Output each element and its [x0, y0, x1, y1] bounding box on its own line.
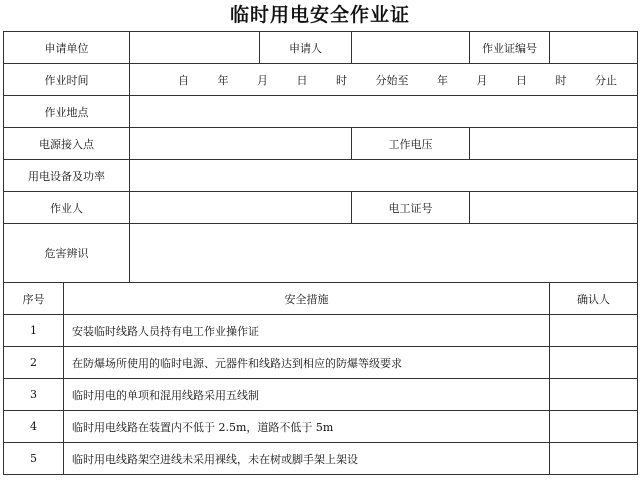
- table-row: [4, 315, 638, 347]
- applicant-label: 申请人: [260, 32, 352, 64]
- power-access-field[interactable]: [130, 128, 352, 160]
- header-no: 序号: [4, 283, 64, 315]
- form-title: 临时用电安全作业证: [229, 4, 410, 26]
- table-row: [4, 411, 638, 443]
- time-part-hour-end: 时: [555, 73, 567, 87]
- worker-field[interactable]: [130, 192, 352, 224]
- row-equipment: [4, 160, 638, 192]
- power-access-label: 电源接入点: [4, 128, 130, 160]
- applicant-unit-label: 申请单位: [4, 32, 130, 64]
- measure-no: 4: [4, 411, 64, 443]
- row-location: [4, 96, 638, 128]
- table-row: [4, 379, 638, 411]
- measure-no: 1: [4, 315, 64, 347]
- row-power-access: [4, 128, 638, 160]
- time-part-minute-end: 分止: [595, 73, 617, 87]
- measure-text: 在防爆场所使用的临时电源、元器件和线路达到相应的防爆等级要求: [64, 347, 550, 379]
- confirmer-field[interactable]: [550, 315, 638, 347]
- measure-no: 2: [4, 347, 64, 379]
- electrician-cert-label: 电工证号: [352, 192, 470, 224]
- permit-form-table: [3, 31, 638, 475]
- table-row: [4, 443, 638, 475]
- work-time-field[interactable]: [130, 64, 638, 96]
- work-location-label: 作业地点: [4, 96, 130, 128]
- time-part-hour: 时: [336, 73, 347, 87]
- electrician-cert-field[interactable]: [470, 192, 638, 224]
- time-part-from: 自: [178, 73, 189, 87]
- row-hazard: [4, 224, 638, 283]
- applicant-unit-field[interactable]: [130, 32, 260, 64]
- equipment-power-field[interactable]: [130, 160, 638, 192]
- confirmer-field[interactable]: [550, 379, 638, 411]
- time-part-minute-start-to: 分始至: [375, 73, 409, 87]
- measure-text: 临时用电的单项和混用线路采用五线制: [64, 379, 550, 411]
- time-part-year-end: 年: [437, 73, 448, 87]
- header-confirmer: 确认人: [550, 283, 638, 315]
- header-measure: 安全措施: [64, 283, 550, 315]
- measure-text: 安装临时线路人员持有电工作业操作证: [64, 315, 550, 347]
- time-part-month: 月: [257, 73, 268, 87]
- work-voltage-label: 工作电压: [352, 128, 470, 160]
- confirmer-field[interactable]: [550, 347, 638, 379]
- hazard-label: 危害辨识: [4, 224, 130, 283]
- measure-no: 3: [4, 379, 64, 411]
- work-time-label: 作业时间: [4, 64, 130, 96]
- permit-no-label: 作业证编号: [470, 32, 550, 64]
- row-worker: [4, 192, 638, 224]
- hazard-field[interactable]: [130, 224, 638, 283]
- equipment-power-label: 用电设备及功率: [4, 160, 130, 192]
- confirmer-field[interactable]: [550, 411, 638, 443]
- table-row: [4, 347, 638, 379]
- time-part-day: 日: [296, 73, 308, 87]
- work-location-field[interactable]: [130, 96, 638, 128]
- measures-header-row: [4, 283, 638, 315]
- time-part-month-end: 月: [476, 73, 488, 87]
- worker-label: 作业人: [4, 192, 130, 224]
- measure-text: 临时用电线路在装置内不低于 2.5m，道路不低于 5m: [64, 411, 550, 443]
- row-applicant: [4, 32, 638, 64]
- applicant-field[interactable]: [352, 32, 470, 64]
- row-work-time: [4, 64, 638, 96]
- measure-text: 临时用电线路架空进线未采用裸线，未在树或脚手架上架设: [64, 443, 550, 475]
- measure-no: 5: [4, 443, 64, 475]
- permit-no-field[interactable]: [550, 32, 638, 64]
- confirmer-field[interactable]: [550, 443, 638, 475]
- time-part-year: 年: [217, 73, 229, 87]
- work-voltage-field[interactable]: [470, 128, 638, 160]
- time-part-day-end: 日: [516, 73, 527, 87]
